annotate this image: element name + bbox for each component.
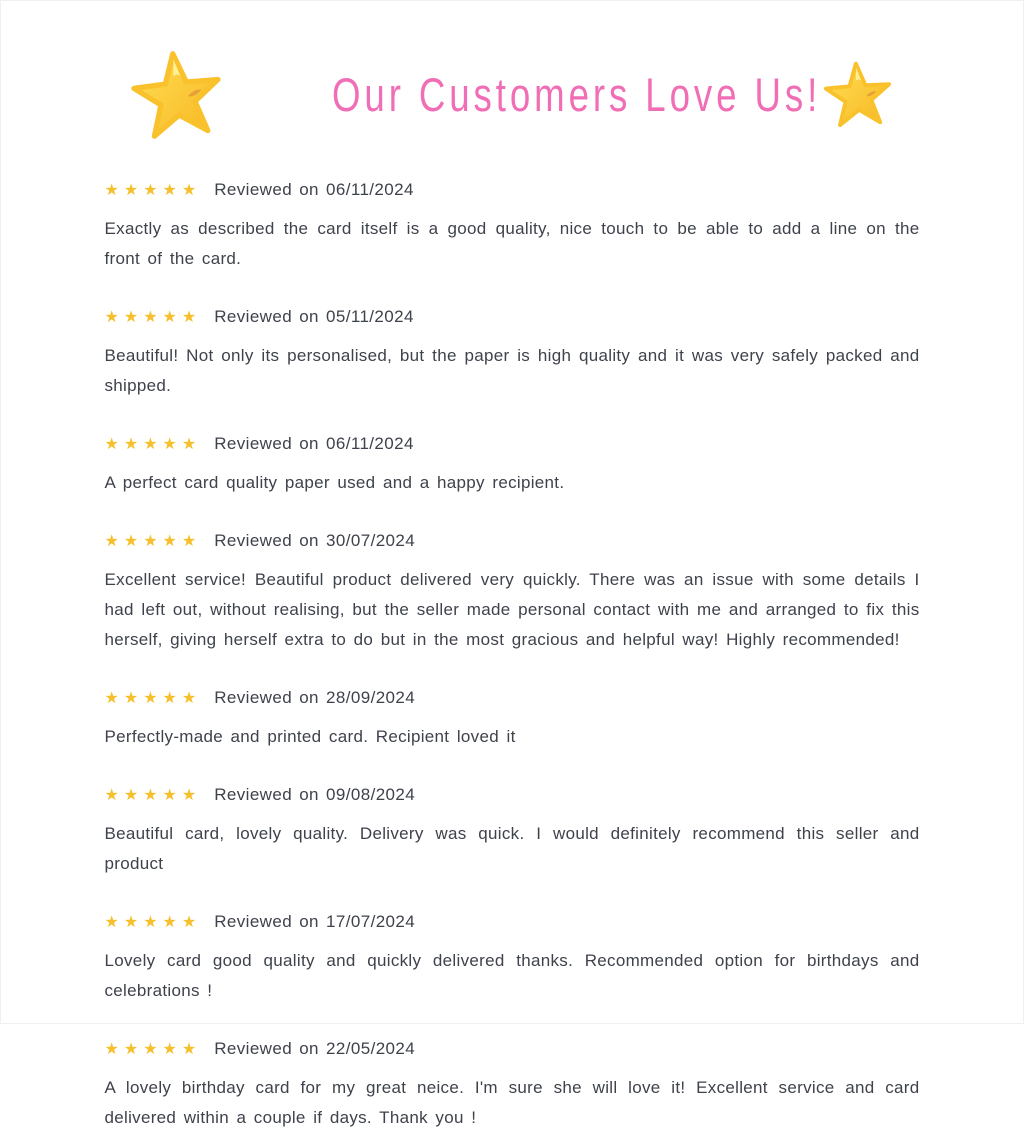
review-item [105,307,920,401]
rating-stars: ★★★★★ [104,912,202,931]
page-header [0,50,1024,138]
rating-stars: ★★★★★ [104,688,202,707]
review-date: Reviewed on 06/11/2024 [214,180,414,199]
review-text: Beautiful! Not only its personalised, but the paper is high quality and it was very safely packed and shipped. [104,346,920,395]
review-text: Perfectly-made and printed card. Recipient loved it [104,727,516,746]
rating-stars: ★★★★★ [104,180,202,199]
review-header [105,307,920,327]
review-item [105,531,920,655]
rating-stars: ★★★★★ [104,785,202,804]
review-item [105,180,920,274]
review-text: Excellent service! Beautiful product delivered very quickly. There was an issue with some details I had left out, without realising, but the seller made personal contact with me and arranged to fix this herself, giving herself extra to do but in the most gracious and helpful way! Highly recommended! [104,570,920,649]
star-icon [823,59,893,129]
review-text: Exactly as described the card itself is a good quality, nice touch to be able to add a line on the front of the card. [104,219,920,268]
review-date: Reviewed on 06/11/2024 [214,434,414,453]
rating-stars: ★★★★★ [104,307,202,326]
star-icon [129,46,226,143]
title-wrap [263,67,822,122]
review-header [105,1039,920,1059]
review-text: A perfect card quality paper used and a happy recipient. [104,473,565,492]
review-date: Reviewed on 30/07/2024 [214,531,416,550]
rating-stars: ★★★★★ [104,1039,202,1058]
review-date: Reviewed on 09/08/2024 [214,785,416,804]
reviews-list [105,180,920,1133]
review-header [105,785,920,805]
review-item [105,912,920,1006]
review-item [105,1039,920,1133]
review-item [105,785,920,879]
rating-stars: ★★★★★ [104,531,202,550]
rating-stars: ★★★★★ [104,434,202,453]
review-header [105,688,920,708]
review-header [105,434,920,454]
review-header [105,180,920,200]
review-item [105,688,920,752]
review-text: Lovely card good quality and quickly delivered thanks. Recommended option for birthdays and celebrations ! [104,951,920,1000]
review-date: Reviewed on 05/11/2024 [214,307,414,326]
review-header [105,912,920,932]
review-text: Beautiful card, lovely quality. Delivery was quick. I would definitely recommend this seller and product [104,824,920,873]
review-date: Reviewed on 17/07/2024 [214,912,416,931]
review-header [105,531,920,551]
page-title: Our Customers Love Us! [331,67,822,121]
review-text: A lovely birthday card for my great neice. I'm sure she will love it! Excellent service and card delivered within a couple if days. Thank you ! [104,1078,920,1127]
review-date: Reviewed on 22/05/2024 [214,1039,416,1058]
review-item [105,434,920,498]
review-date: Reviewed on 28/09/2024 [214,688,416,707]
